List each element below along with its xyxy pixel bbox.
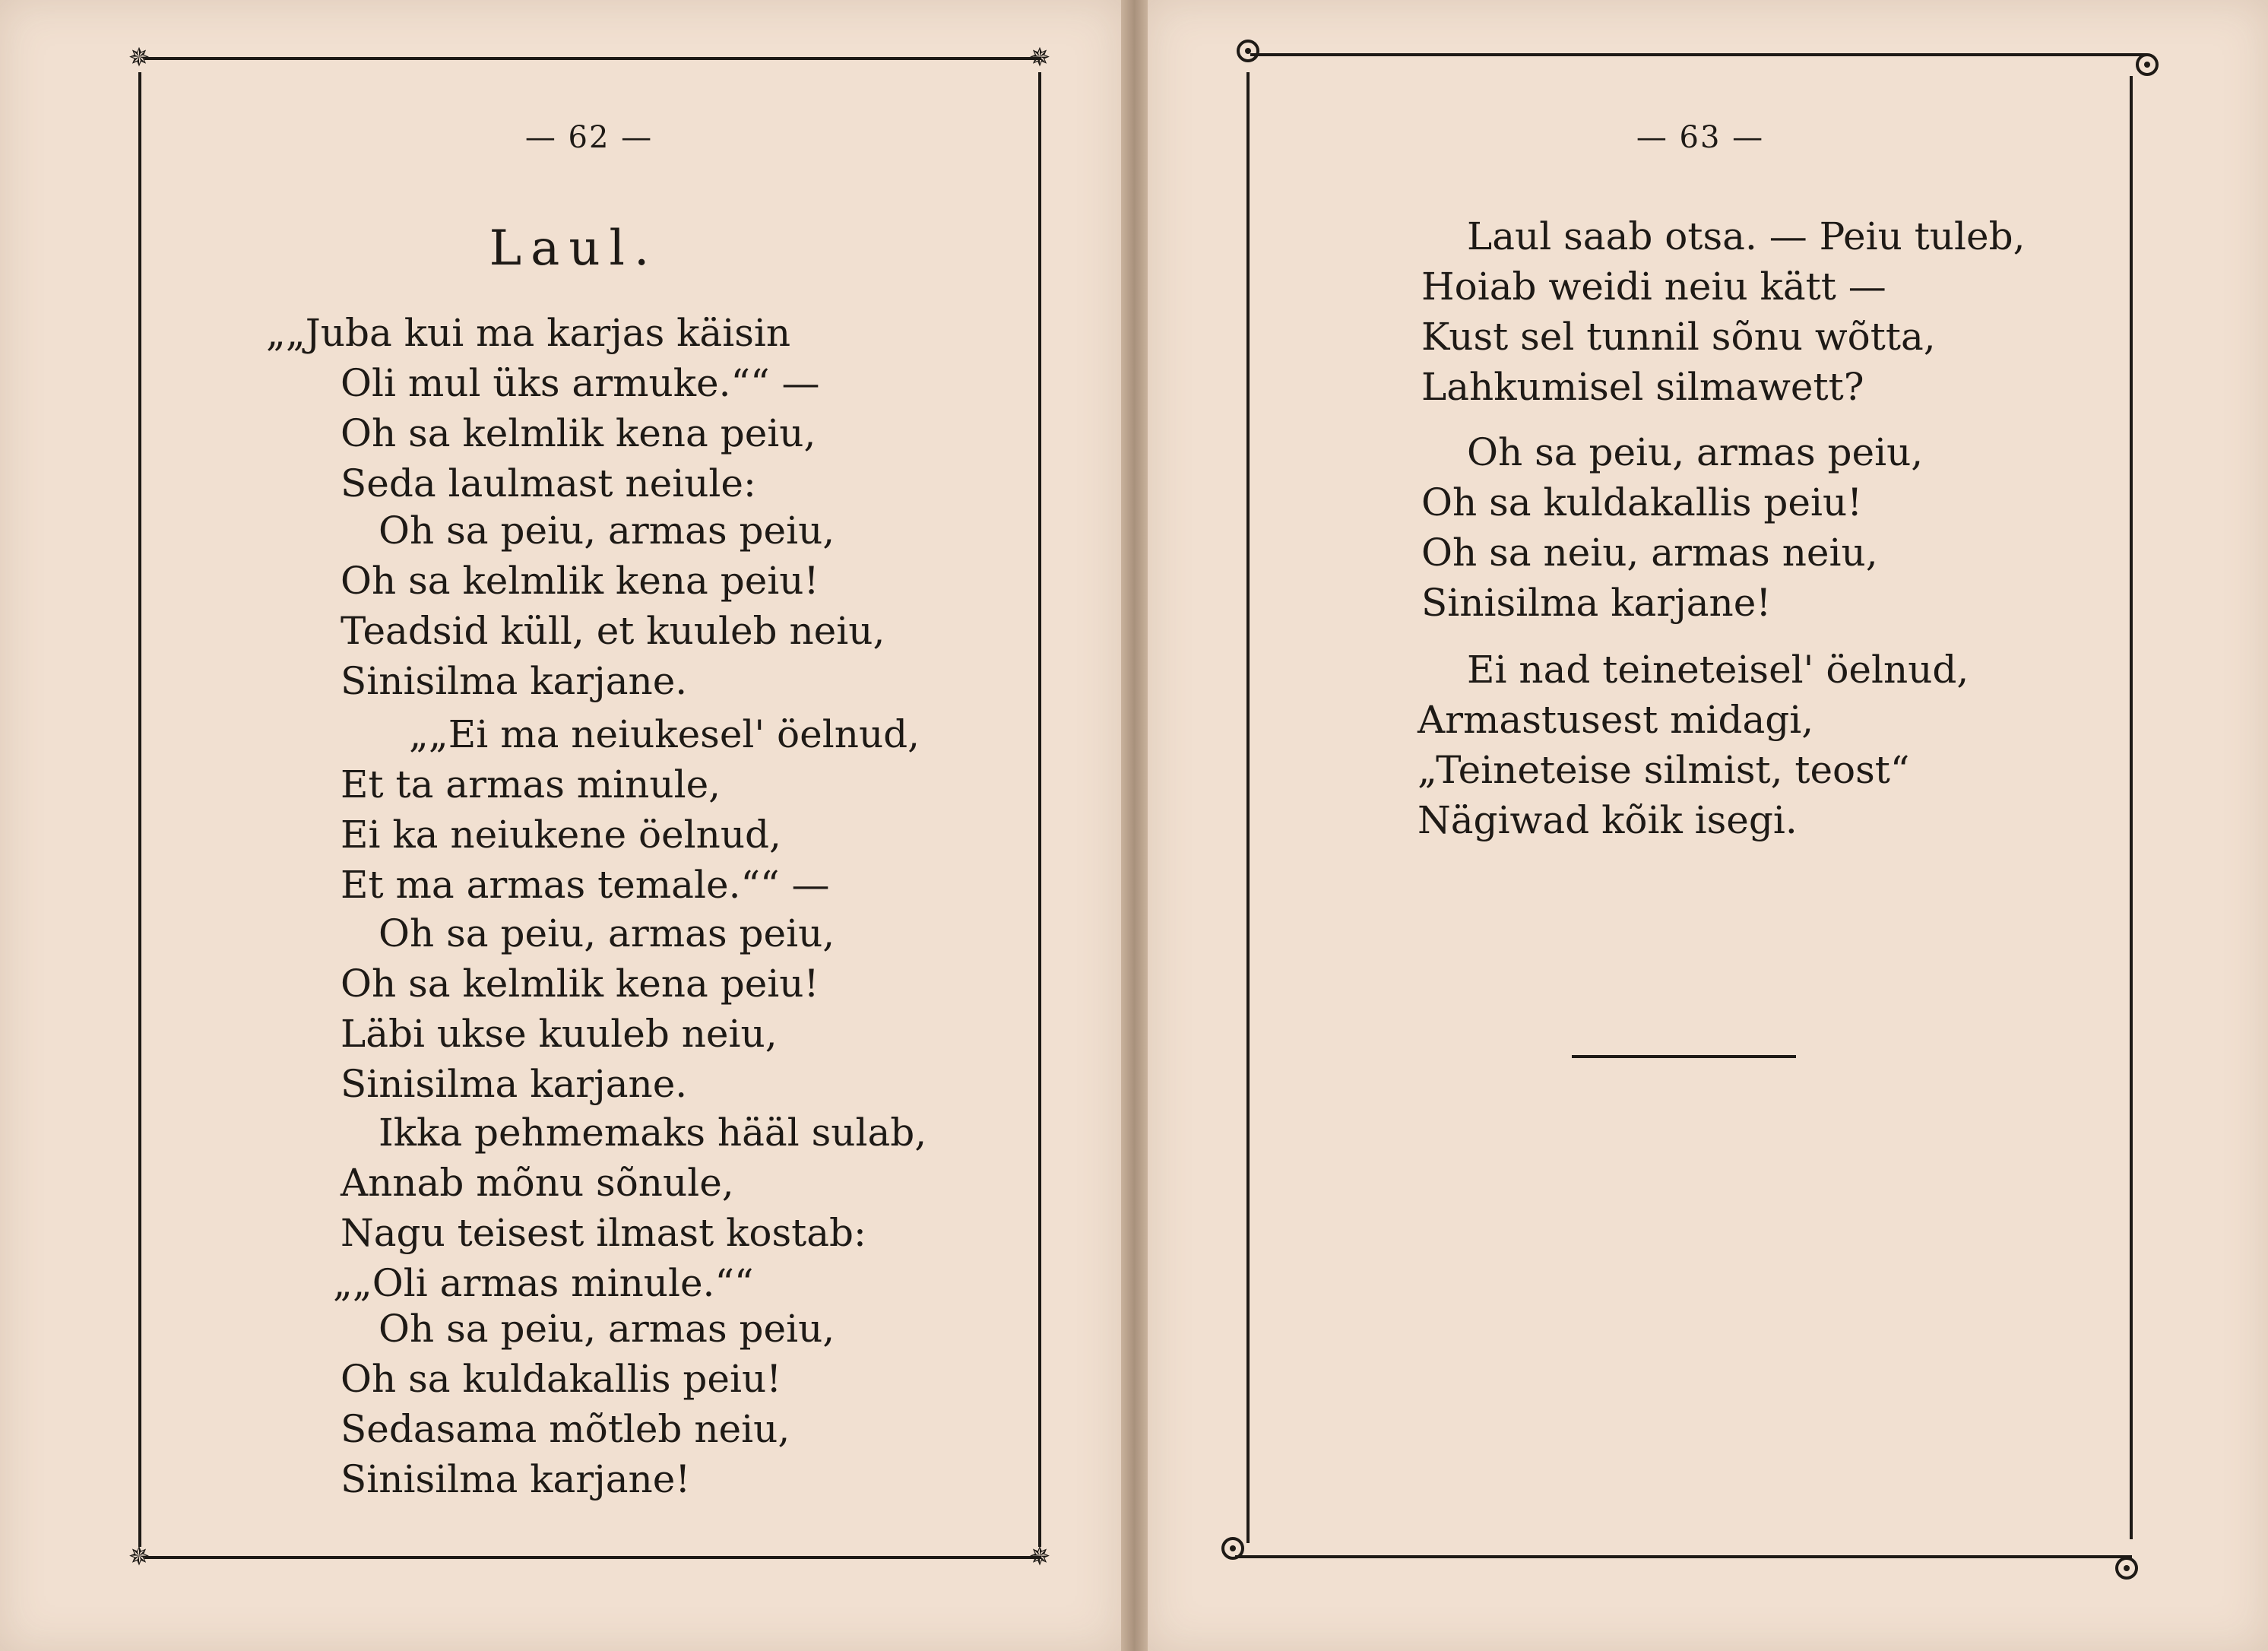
verse-line: „„Oli armas minule.““ (333, 1261, 754, 1305)
frame-right (2130, 76, 2133, 1539)
verse-line: Sinisilma karjane. (341, 659, 688, 703)
verse-line: Seda laulmast neiule: (341, 461, 756, 505)
verse-line: Oh sa peiu, armas peiu, (379, 509, 835, 553)
verse-line: „„Ei ma neiukesel' öelnud, (409, 712, 920, 756)
frame-top (144, 57, 1041, 60)
stanza (1421, 211, 2025, 412)
verse-line: Kust sel tunnil sõnu wõtta, (1421, 315, 1936, 359)
verse-line: Et ta armas minule, (341, 762, 721, 806)
spiral-ornament-icon (2136, 53, 2159, 76)
frame-bottom (144, 1556, 1041, 1559)
stanza (333, 1108, 927, 1308)
verse-line: Läbi ukse kuuleb neiu, (341, 1012, 778, 1056)
end-rule (1572, 1055, 1796, 1058)
poem-title: Laul. (489, 220, 659, 277)
star-ornament-icon: ✵ (128, 43, 150, 73)
stanza (341, 505, 885, 706)
verse-line: Oh sa kelmlik kena peiu! (341, 559, 819, 603)
verse-line: Sedasama mõtleb neiu, (341, 1407, 790, 1451)
spiral-ornament-icon (2115, 1557, 2138, 1580)
frame-top (1250, 53, 2147, 56)
verse-line: Sinisilma karjane. (341, 1062, 688, 1106)
verse-line: Oh sa kelmlik kena peiu! (341, 962, 819, 1006)
book-gutter (1121, 0, 1148, 1651)
stanza (341, 908, 835, 1109)
verse-line: Oh sa peiu, armas peiu, (379, 1307, 835, 1351)
left-page (0, 0, 1121, 1651)
verse-line: „Teineteise silmist, teost“ (1418, 748, 1910, 792)
verse-line: Sinisilma karjane! (341, 1457, 691, 1501)
star-ornament-icon: ✵ (128, 1542, 150, 1572)
frame-bottom (1235, 1555, 2132, 1558)
verse-line: Lahkumisel silmawett? (1421, 365, 1864, 409)
frame-left (138, 72, 141, 1547)
stanza (1421, 427, 1923, 628)
verse-line: Oh sa peiu, armas peiu, (379, 911, 835, 955)
spiral-ornament-icon (1237, 40, 1259, 62)
verse-line: Nägiwad kõik isegi. (1418, 798, 1798, 842)
spiral-ornament-icon (1221, 1537, 1244, 1560)
verse-line: Oh sa peiu, armas peiu, (1467, 430, 1924, 474)
verse-line: Et ma armas temale.““ — (341, 863, 830, 907)
verse-line: Nagu teisest ilmast kostab: (341, 1211, 866, 1255)
verse-line: Hoiab weidi neiu kätt — (1421, 265, 1886, 309)
frame-left (1246, 72, 1250, 1543)
frame-right (1038, 72, 1041, 1547)
star-ornament-icon: ✵ (1028, 1542, 1051, 1572)
stanza (341, 1304, 835, 1504)
star-ornament-icon: ✵ (1028, 43, 1051, 73)
verse-line: Oli mul üks armuke.““ — (341, 361, 820, 405)
verse-line: Ei ka neiukene öelnud, (341, 813, 781, 857)
verse-line: Ikka pehmemaks hääl sulab, (379, 1111, 927, 1155)
verse-line: Oh sa kuldakallis peiu! (1421, 480, 1863, 524)
stanza (1418, 645, 1969, 845)
verse-line: Oh sa kelmlik kena peiu, (341, 411, 816, 455)
verse-line: Oh sa kuldakallis peiu! (341, 1357, 782, 1401)
verse-line: „„Juba kui ma karjas käisin (266, 311, 791, 355)
page-number: — 62 — (524, 120, 654, 155)
verse-line: Oh sa neiu, armas neiu, (1421, 531, 1878, 575)
verse-line: Laul saab otsa. — Peiu tuleb, (1467, 214, 2026, 258)
page-number: — 63 — (1636, 120, 1765, 155)
right-page (1148, 0, 2268, 1651)
verse-line: Teadsid küll, et kuuleb neiu, (341, 609, 885, 653)
verse-line: Sinisilma karjane! (1421, 581, 1772, 625)
verse-line: Annab mõnu sõnule, (341, 1161, 734, 1205)
stanza (341, 709, 920, 910)
verse-line: Armastusest midagi, (1418, 698, 1814, 742)
stanza (266, 308, 820, 509)
verse-line: Ei nad teineteisel' öelnud, (1467, 648, 1969, 692)
